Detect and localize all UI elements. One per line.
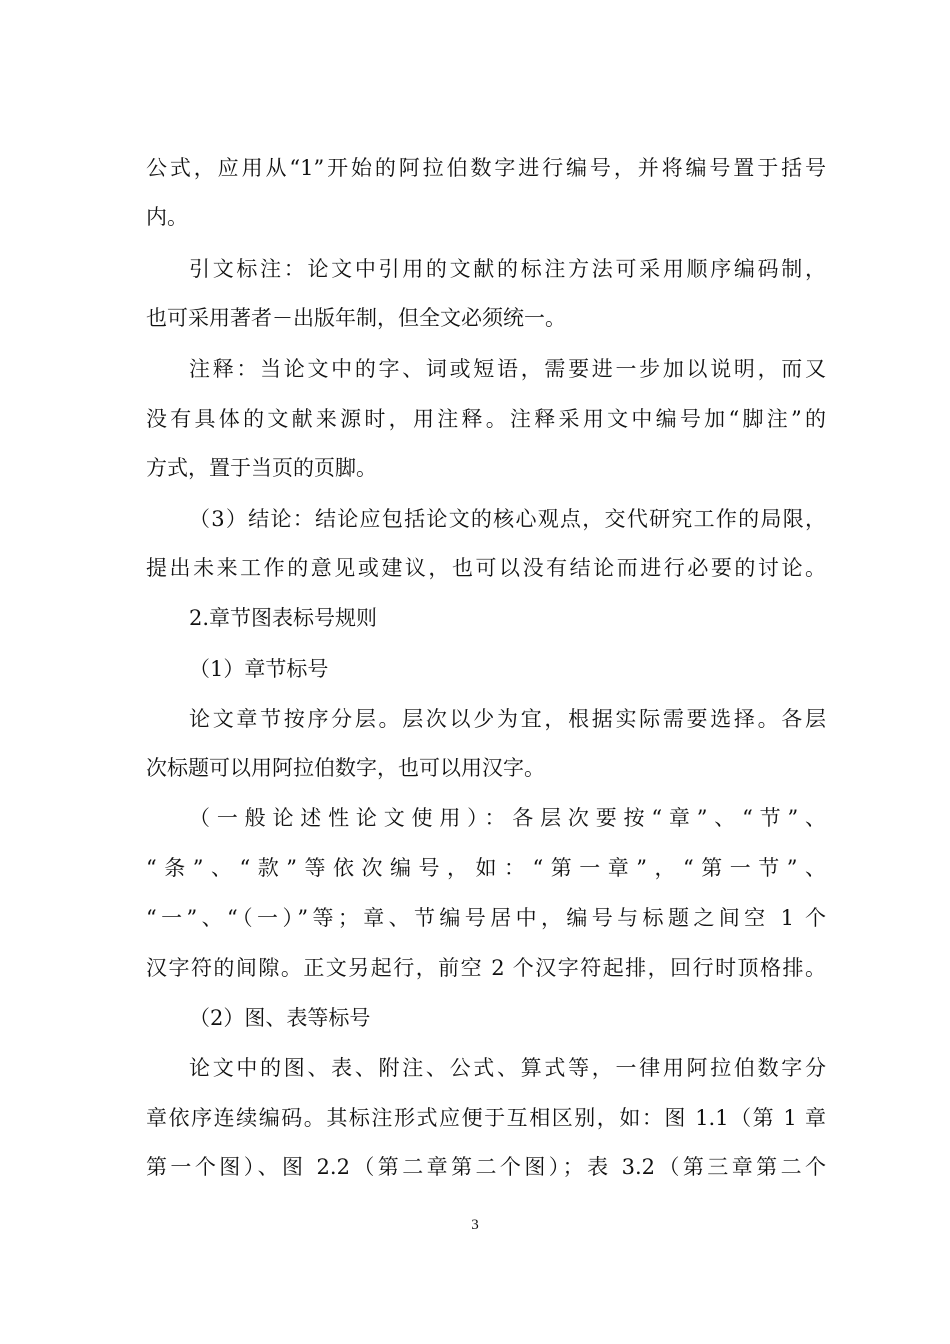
page-number: 3: [471, 1217, 479, 1233]
text-line: （一般论述性论文使用）：各层次要按“章”、“节”、: [189, 806, 826, 830]
text-line: 论文章节按序分层。层次以少为宜，根据实际需要选择。各层: [189, 707, 826, 731]
subsection-heading: （1）章节标号: [189, 657, 329, 681]
text-line: 提出未来工作的意见或建议，也可以没有结论而进行必要的讨论。: [146, 556, 826, 580]
text-line: （3）结论：结论应包括论文的核心观点，交代研究工作的局限，: [189, 507, 826, 531]
text-line: 公式，应用从“1”开始的阿拉伯数字进行编号，并将编号置于括号: [146, 156, 826, 180]
subsection-heading: （2）图、表等标号: [189, 1006, 371, 1030]
text-line: 论文中的图、表、附注、公式、算式等，一律用阿拉伯数字分: [189, 1056, 826, 1080]
text-line: 也可采用著者－出版年制，但全文必须统一。: [146, 306, 566, 330]
text-line: 内。: [146, 205, 188, 229]
text-line: “条”、“款”等依次编号，如：“第一章”，“第一节”、: [146, 856, 826, 880]
text-line: 引文标注：论文中引用的文献的标注方法可采用顺序编码制，: [189, 257, 826, 281]
text-line: 次标题可以用阿拉伯数字，也可以用汉字。: [146, 756, 545, 780]
text-line: 方式，置于当页的页脚。: [146, 456, 377, 480]
text-line: 汉字符的间隙。正文另起行，前空 2 个汉字符起排，回行时顶格排。: [146, 956, 826, 980]
text-line: 第一个图）、图 2.2（第二章第二个图）；表 3.2（第三章第二个: [146, 1155, 826, 1179]
text-line: “一”、“（一）”等；章、节编号居中，编号与标题之间空 1 个: [146, 906, 826, 930]
text-line: 注释：当论文中的字、词或短语，需要进一步加以说明，而又: [189, 357, 826, 381]
text-line: 章依序连续编码。其标注形式应便于互相区别，如：图 1.1（第 1 章: [146, 1106, 826, 1130]
text-line: 没有具体的文献来源时，用注释。注释采用文中编号加“脚注”的: [146, 407, 826, 431]
section-heading: 2.章节图表标号规则: [189, 606, 378, 630]
